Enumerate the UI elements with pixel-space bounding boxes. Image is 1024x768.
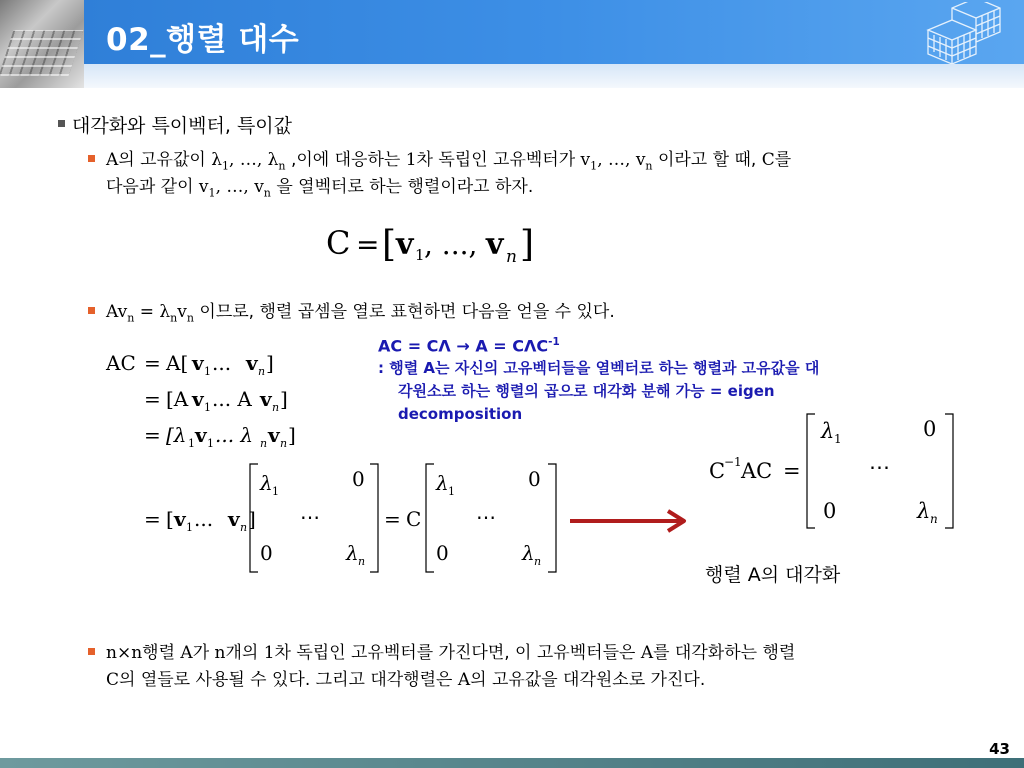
bullet-marker xyxy=(58,120,65,127)
diag-sup: −1 xyxy=(724,455,742,469)
eq-r3-snb: n xyxy=(280,437,288,450)
eq-r2-equals: = xyxy=(144,387,161,411)
page-number: 43 xyxy=(989,740,1010,758)
eq-r3-equals: = xyxy=(144,423,161,447)
eq-r4-c: C xyxy=(406,507,422,531)
eq-r1-dots: ... xyxy=(212,351,232,375)
eq-c-vn: v xyxy=(486,227,504,262)
eq-r3-rb: ] xyxy=(288,423,296,447)
m1-zero-bl: 0 xyxy=(260,541,273,565)
conclusion-line2: C의 열들로 사용될 수 있다. 그리고 대각행렬은 A의 고유값을 대각원소로 가진다. xyxy=(106,670,706,690)
eq-c-v1: v xyxy=(396,227,414,262)
diag-c: C xyxy=(709,459,726,483)
diag-sub1: 1 xyxy=(834,432,842,446)
page-title: 02_행렬 대수 xyxy=(106,22,300,58)
eq-r2-s1: 1 xyxy=(204,401,211,414)
eq-r2-vn: v xyxy=(260,387,272,411)
diag-cdots: ⋯ xyxy=(869,455,890,479)
eigen-setup-line2: 다음과 같이 $v_1$, …, $v_n$ 을 열벡터로 하는 행렬이라고 하자. xyxy=(106,177,534,200)
m2-lambda1: λ xyxy=(436,471,449,495)
diag-ac: AC xyxy=(741,459,773,483)
eq-r4-vn: v xyxy=(228,507,240,531)
eq-r1-sn: n xyxy=(258,365,266,378)
footer-bar xyxy=(0,758,1024,768)
diag-equals: = xyxy=(783,459,801,483)
eq-r4-s1: 1 xyxy=(186,521,193,534)
eq-c-rbracket: ] xyxy=(520,224,535,265)
diag-zero-tr: 0 xyxy=(923,417,937,441)
note-line3: decomposition xyxy=(398,405,523,424)
column-form-text: $Av_n = \lambda_nv_n$ 이므로, 행렬 곱셈을 열로 표현하면 다음을 얻을 수 있다. xyxy=(106,302,615,325)
eq-r1-lhs: AC xyxy=(106,351,136,375)
note-equation: AC = $C\Lambda \to A = C\Lambda C^{-1}$ xyxy=(378,336,560,356)
eq-r3-vn: v xyxy=(268,423,280,447)
eq-r2-sn: n xyxy=(272,401,280,414)
arrow-right-icon xyxy=(568,506,692,536)
eq-r4-a: [ xyxy=(166,507,174,531)
eq-r3-dots: ... λ xyxy=(215,423,254,447)
eq-r1-rb: ] xyxy=(266,351,274,375)
m2-lambdan: λ xyxy=(522,541,535,565)
eq-r3-s1: 1 xyxy=(188,437,195,450)
eq-r3-sn: n xyxy=(260,437,268,450)
title-strip xyxy=(84,64,1024,88)
header xyxy=(0,0,1024,88)
m1-lambdan: λ xyxy=(346,541,359,565)
m1-sub1: 1 xyxy=(272,485,279,498)
m2-zero-tr: 0 xyxy=(528,467,541,491)
eq-diagonalization xyxy=(705,410,965,534)
eq-c-definition xyxy=(320,218,550,274)
note-line1: : 행렬 A는 자신의 고유벡터들을 열벡터로 하는 행렬과 고유값을 대 xyxy=(378,359,820,378)
eq-c-equals: = xyxy=(356,228,380,261)
eq-r4-sn: n xyxy=(240,521,248,534)
m1-lambda1: λ xyxy=(260,471,273,495)
eq-r2-a: [A xyxy=(166,387,189,411)
diag-lambda1: λ xyxy=(821,419,835,443)
eq-r4-v1: v xyxy=(174,507,186,531)
eq-r3-a: [λ xyxy=(166,423,187,447)
eq-c-lhs: C xyxy=(326,224,351,262)
bullet-marker xyxy=(88,307,95,314)
eq-r1-v1: v xyxy=(192,351,204,375)
eq-r3-v1: v xyxy=(195,423,207,447)
eq-r2-v1: v xyxy=(192,387,204,411)
bullet-heading: 대각화와 특이벡터, 특이값 xyxy=(72,115,293,137)
eq-r1-vn: v xyxy=(246,351,258,375)
eq-r1-equals: = xyxy=(144,351,161,375)
eq-r4-rb: ] xyxy=(248,507,256,531)
eq-r4-dots: ... xyxy=(194,507,214,531)
diag-subn: n xyxy=(930,512,938,526)
m1-cdots: ⋯ xyxy=(300,505,320,529)
eq-c-dots: , ..., xyxy=(424,228,478,261)
eigen-setup-line1: A의 고유값이 $\lambda_1$, …, $\lambda_n$ ,이에 대응하는 1차 독립인 고유벡터가 $v_1$, …, $v_n$ 이라고 할 때, C를 xyxy=(106,150,792,173)
eq-r3-s1b: 1 xyxy=(207,437,214,450)
eq-c-sub1: 1 xyxy=(415,246,425,264)
bullet-marker xyxy=(88,155,95,162)
eq-c-lbracket: [ xyxy=(382,224,397,265)
m2-zero-bl: 0 xyxy=(436,541,449,565)
eq-r2-dots: ... A xyxy=(212,387,252,411)
conclusion-line1: n×n행렬 A가 n개의 1차 독립인 고유벡터를 가진다면, 이 고유벡터들은 A를 대각화하는 행렬 xyxy=(106,643,796,663)
eq-c-subn: n xyxy=(506,247,517,267)
diagonalization-caption: 행렬 A의 대각화 xyxy=(705,564,841,586)
bullet-marker xyxy=(88,648,95,655)
diag-lambdan: λ xyxy=(917,499,931,523)
keyboard-image xyxy=(0,30,83,76)
note-line2: 각원소로 하는 행렬의 곱으로 대각화 분해 가능 = eigen xyxy=(398,382,775,401)
eq-r1-s1: 1 xyxy=(204,365,211,378)
cube-logo-icon xyxy=(918,2,1002,64)
eq-r1-a: A[ xyxy=(166,351,189,375)
m2-subn: n xyxy=(534,555,542,568)
m1-subn: n xyxy=(358,555,366,568)
m1-zero-tr: 0 xyxy=(352,467,365,491)
diag-zero-bl: 0 xyxy=(823,499,837,523)
header-photo xyxy=(0,0,84,88)
eq-r2-rb: ] xyxy=(280,387,288,411)
eq-r4-equals2: = xyxy=(384,507,401,531)
m2-sub1: 1 xyxy=(448,485,455,498)
eq-r4-equals: = xyxy=(144,507,161,531)
m2-cdots: ⋯ xyxy=(476,505,496,529)
